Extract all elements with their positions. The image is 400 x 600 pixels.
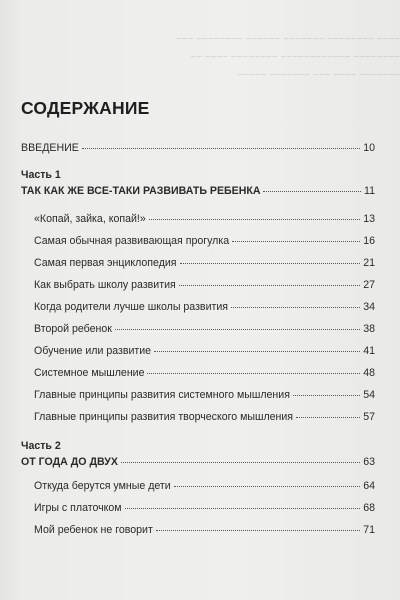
toc-entry[interactable]: [34, 235, 375, 247]
leader-dots: [174, 486, 361, 487]
toc-entry-label: Системное мышление: [34, 367, 145, 379]
toc-entry-label: Когда родители лучше школы развития: [34, 301, 228, 313]
toc-entry-page: 54: [363, 389, 375, 401]
toc-entry-page: 13: [363, 213, 375, 225]
part-label: Часть 2: [21, 440, 61, 452]
toc-entry-part2[interactable]: [21, 456, 375, 468]
leader-dots: [296, 417, 360, 418]
toc-entry-intro[interactable]: [21, 142, 375, 154]
bleed-through-text: ~~~~~~~ ~~~~ ~~~ ~~~~~~~ ~~~~~: [237, 70, 400, 81]
toc-entry-label: Самая обычная развивающая прогулка: [34, 235, 230, 247]
toc-entry[interactable]: [34, 502, 375, 514]
toc-entry-page: 57: [363, 411, 375, 423]
toc-entry-label: «Копай, зайка, копай!»: [34, 213, 146, 225]
toc-entry-label: Самая первая энциклопедия: [34, 257, 177, 269]
toc-entry-page: 16: [363, 235, 375, 247]
leader-dots: [154, 351, 360, 352]
toc-entry-label: Мой ребенок не говорит: [34, 524, 153, 536]
toc-entry-part1[interactable]: [21, 185, 375, 197]
toc-entry-label: ВВЕДЕНИЕ: [21, 142, 79, 154]
toc-entry-page: 64: [363, 480, 375, 492]
bleed-through-text: ~~~~ ~~~~~~~~ ~~~~~~~ ~~~~~~ ~~~~~~~~ ~~~: [175, 34, 400, 45]
toc-entry[interactable]: [34, 213, 375, 225]
toc-entry-label: Откуда берутся умные дети: [34, 480, 171, 492]
leader-dots: [180, 263, 361, 264]
toc-entry-label: Обучение или развитие: [34, 345, 152, 357]
leader-dots: [232, 241, 360, 242]
toc-entry-page: 11: [364, 185, 375, 197]
toc-entry-page: 48: [363, 367, 375, 379]
leader-dots: [115, 329, 360, 330]
toc-entry-page: 41: [363, 345, 375, 357]
leader-dots: [293, 395, 360, 396]
toc-entry-page: 63: [363, 456, 375, 468]
toc-entry[interactable]: [34, 524, 375, 536]
toc-entry-label: Игры с платочком: [34, 502, 122, 514]
toc-entry-page: 38: [363, 323, 375, 335]
toc-entry-label: Главные принципы развития творческого мышления: [34, 411, 294, 423]
toc-entry[interactable]: [34, 279, 375, 291]
toc-entry-label: Второй ребенок: [34, 323, 112, 335]
toc-entry[interactable]: [34, 480, 375, 492]
toc-entry[interactable]: [34, 345, 375, 357]
leader-dots: [156, 530, 360, 531]
leader-dots: [231, 307, 360, 308]
leader-dots: [263, 191, 361, 192]
toc-entry-page: 10: [363, 142, 375, 154]
toc-entry[interactable]: [34, 301, 375, 313]
toc-entry[interactable]: [34, 389, 375, 401]
toc-entry-label: Как выбрать школу развития: [34, 279, 176, 291]
toc-entry-page: 71: [363, 524, 375, 536]
toc-entry[interactable]: [34, 257, 375, 269]
toc-entry-page: 21: [363, 257, 375, 269]
part-title: ОТ ГОДА ДО ДВУХ: [21, 456, 118, 468]
leader-dots: [121, 462, 360, 463]
leader-dots: [179, 285, 360, 286]
toc-entry[interactable]: [34, 367, 375, 379]
toc-entry-label: Главные принципы развития системного мышления: [34, 389, 290, 401]
leader-dots: [82, 148, 360, 149]
part-label: Часть 1: [21, 169, 61, 181]
toc-heading: СОДЕРЖАНИЕ: [21, 98, 150, 118]
toc-entry-page: 27: [363, 279, 375, 291]
toc-entry-page: 68: [363, 502, 375, 514]
toc-entry-page: 34: [363, 301, 375, 313]
leader-dots: [147, 373, 360, 374]
bleed-through-text: ~~~~~~~~ ~~~~~~~~~~~~ ~~~~~~~~ ~~~~ ~~: [190, 52, 400, 63]
leader-dots: [149, 219, 360, 220]
toc-entry[interactable]: [34, 411, 375, 423]
part-title: ТАК КАК ЖЕ ВСЕ-ТАКИ РАЗВИВАТЬ РЕБЕНКА: [21, 185, 261, 197]
leader-dots: [125, 508, 361, 509]
toc-entry[interactable]: [34, 323, 375, 335]
